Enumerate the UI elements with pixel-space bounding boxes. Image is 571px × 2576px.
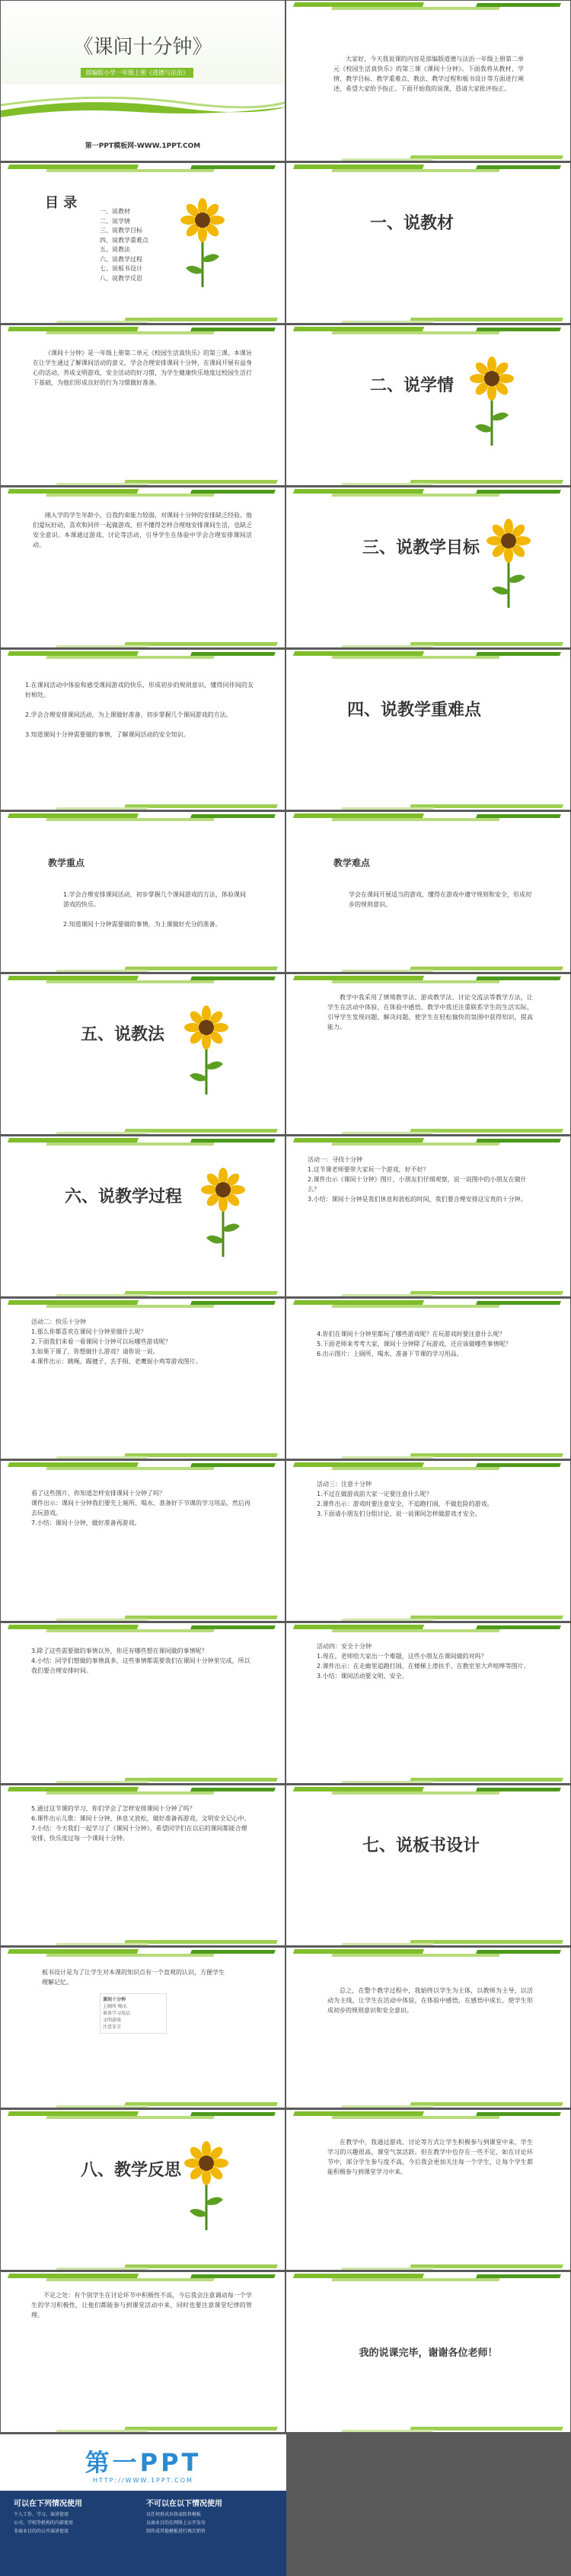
section-slide [1,974,285,1134]
content-text: 活动三：注意十分钟 1.不过在做游戏前大家一定要注意什么呢？ 2.课件出示：游戏时要注意安全，不追跑打闹，不做危险的游戏。 3.下面请小朋友们分组讨论，说一说课间怎样做游戏才安全。 [317,1481,493,1517]
allowed-list [14,2510,73,2536]
content-slide [1,1461,285,1621]
top-stripe [1,487,285,498]
bottom-stripe [286,2424,570,2432]
bottom-stripe [1,964,285,972]
top-stripe [1,1785,285,1796]
top-stripe [286,650,570,660]
content-slide [1,487,285,647]
top-stripe [286,163,570,174]
content-text: 教学中我采用了情境教学法、游戏教学法、讨论交流法等教学方法，让学生在活动中体验、在体验中感悟。教学中我还注重联系学生的生活实际，引导学生发现问题、解决问题，使学生在轻松愉快的氛围中获得知识，提高能力。 [327,994,533,1031]
toc-item[interactable]: 二、说学情 [100,217,130,225]
cover-subtitle: 部编版小学一年级上册《道德与法治》 [81,68,193,78]
section-slide [286,163,570,323]
bottom-stripe [286,478,570,485]
board-line: 上厕所 喝水 [103,2004,127,2009]
content-slide [1,1785,285,1945]
content-text: 3.除了这些需要做的事情以外，你还有哪些想在课间做的事情呢？ 4.小结：同学们想做的事情真多，这些事情都需要我们在课间十分钟里完成，所以我们要合理安排时间。 [31,1648,250,1674]
cover-slide [1,1,285,161]
forbidden-item: 以任何形式出售或转售模板 [146,2512,202,2517]
top-stripe [286,1461,570,1472]
board-line: 准备学习用品 [103,2011,131,2016]
content-slide [286,1948,570,2108]
top-stripe [1,1299,285,1309]
bottom-stripe [1,1775,285,1783]
thanks-text: 我的说课完毕，谢谢各位老师！ [359,2347,498,2359]
content-slide [1,1299,285,1459]
content-text: 总之，在整个教学过程中，我始终以学生为主体，以教师为主导，以活动为主线，让学生在活动中体验，在体验中感悟，在感悟中成长，使学生形成初步的规则意识和安全意识。 [327,1987,533,2014]
bottom-stripe [286,1775,570,1783]
top-stripe [1,650,285,660]
forbidden-list [146,2510,206,2536]
bottom-stripe [286,802,570,810]
content-slide [1,325,285,485]
section-slide [286,1785,570,1945]
section-slide [1,1136,285,1296]
allowed-item: 公司、学校等机构的内部使用 [14,2520,74,2526]
content-text: 刚入学的学生年龄小，自我约束能力较弱，对课间十分钟的安排缺乏经验。他们爱玩好动，喜欢和同伴一起做游戏，但不懂得怎样合理地安排课间生活，也缺乏安全意识。本课通过游戏、讨论等活动，引导学生在体验中学会合理安排课间活动。 [33,512,252,548]
intro-slide [286,1,570,161]
cover-site-text: 第一PPT模板网-WWW.1PPT.COM [85,142,201,150]
content-slide [1,812,285,972]
sunflower-icon [469,356,515,447]
bottom-stripe [286,640,570,647]
bottom-stripe [1,2424,285,2432]
top-stripe [286,1136,570,1147]
board-line: 课间十分钟 [103,1997,126,2002]
section-slide [286,650,570,810]
bottom-stripe [286,1613,570,1621]
bottom-stripe [1,1613,285,1621]
top-stripe [1,1136,285,1147]
bottom-stripe [1,640,285,647]
toc-item[interactable]: 三、说教学目标 [100,227,142,234]
toc-item[interactable]: 六、说教学过程 [100,255,142,263]
board-text: 板书设计是为了让学生对本课的知识点有一个直观的认识，方便学生理解记忆。 [42,1969,225,1986]
content-text: 不足之处：有个别学生在讨论环节中积极性不高，今后我会注意调动每一个学生的学习积极性，让他们都能参与到课堂活动中来，同时也要注意课堂纪律的管理。 [31,2292,252,2319]
bottom-stripe [1,1127,285,1134]
section-title: 七、说板书设计 [362,1836,480,1855]
content-slide [286,1623,570,1783]
bottom-stripe [1,2100,285,2108]
toc-item[interactable]: 五、说教法 [100,246,130,253]
bottom-stripe [1,1451,285,1459]
top-stripe [286,974,570,985]
bottom-stripe [286,1451,570,1459]
content-text: 看了这些图片，你知道怎样安排课间十分钟了吗？ 课件出示：课间十分钟我们要先上厕所、喝水、准备好下节课的学习用品，然后再去玩游戏。 7.小结：课间十分钟，做好准备再游戏。 [31,1490,250,1526]
sunflower-icon [486,518,531,609]
top-stripe [1,1623,285,1634]
top-stripe [1,1948,285,1958]
board-line: 注意安全 [103,2025,122,2030]
sunflower-icon [183,2140,229,2232]
sunflower-icon [180,197,225,289]
toc-list [100,207,148,283]
footer-banner [0,2434,286,2576]
footer-url[interactable]: HTTP://WWW.1PPT.COM [93,2477,193,2484]
key-text: 1.学会合理安排课间活动，初步掌握几个课间游戏的方法，体验课间游戏的快乐。 2.知道课间十分钟需要做的事情，为上课做好充分的准备。 [63,891,246,928]
top-stripe [286,1623,570,1634]
content-text: 活动一：寻找十分钟 1.这节课老师要带大家玩一个游戏，好不好？ 2.课件出示《课间十分钟》图片，小朋友们仔细观察，说一说图中的小朋友在做什么？ 3.小结：课间十分钟是我们休息和放松的时间，我们要合理安排这宝贵的十分钟。 [308,1156,527,1203]
top-stripe [1,812,285,823]
top-stripe [286,1299,570,1309]
toc-item[interactable]: 八、说教学反思 [100,274,142,282]
bottom-stripe [286,2262,570,2270]
top-stripe [286,812,570,823]
section-slide [1,2110,285,2270]
toc-item[interactable]: 七、说板书设计 [100,265,142,272]
content-text: 活动四：安全十分钟 1.现在，老师给大家出一个难题，这些小朋友在课间做的对吗？ 2.课件出示：在走廊里追跑打闹、在楼梯上滑扶手、在教室里大声喧哗等图片。 3.小结：课间活动要文明、安全。 [317,1643,530,1680]
section-slide [286,487,570,647]
content-slide [286,2110,570,2270]
bottom-stripe [286,153,570,161]
board-box [100,1993,167,2034]
intro-text: 大家好，今天我说课的内容是部编版道德与法治一年级上册第二单元《校园生活真快乐》的第三课《课间十分钟》。下面我将从教材、学情、教学目标、教学重难点、教法、教学过程和板书设计等方面进行阐述，希望大家给予指正。下面开始我的说课，恳请大家批评指正。 [333,56,524,92]
footer-info-box [0,2491,286,2576]
footer-logo: 第一PPT [85,2448,202,2477]
sunflower-icon [183,1005,229,1096]
bottom-stripe [1,2262,285,2270]
section-title: 六、说教学过程 [65,1187,183,1207]
top-stripe [1,974,285,985]
toc-item[interactable]: 一、说教材 [100,208,130,215]
content-slide [286,1136,570,1296]
toc-slide [1,163,285,323]
board-line: 文明游戏 [103,2018,122,2023]
toc-heading: 目 录 [45,195,78,211]
top-stripe [286,1,570,11]
forbidden-title: 不可以在以下情况使用 [146,2500,222,2508]
top-stripe [1,2272,285,2283]
bottom-stripe [1,478,285,485]
content-slide [1,1948,285,2108]
content-text: 在教学中，我通过游戏、讨论等方式让学生积极参与到课堂中来，学生学习的兴趣很高，课堂气氛活跃。但在教学中也存在一些不足，如在讨论环节中，部分学生参与度不高，今后我会更加关注每一个学生，让每个学生都能积极参与到课堂学习中来。 [327,2139,533,2175]
allowed-title: 可以在下列情况使用 [14,2500,82,2508]
content-text: 《课间十分钟》是一年级上册第二单元《校园生活真快乐》的第三课。本课旨在让学生通过了解课间活动的意义，学会合理安排课间十分钟，在课间开展有益身心的活动，养成文明游戏、安全活动的好习惯，为学生健康快乐地度过校园生活打下基础，为他们形成良好的行为习惯做好准备。 [33,350,252,386]
content-text: 5.通过这节课的学习，你们学会了怎样安排课间十分钟了吗？ 6.课件出示儿歌：课间十分钟，休息又放松，做好准备再游戏，文明安全记心中。 7.小结：今天我们一起学习了《课间十分钟》，希望同学们在以后的课间都能合理安排，快乐度过每一个课间十分钟。 [31,1805,250,1842]
bottom-stripe [286,1289,570,1296]
bottom-stripe [286,2100,570,2108]
section-title: 五、说教法 [81,1025,165,1044]
top-stripe [286,1948,570,1958]
bottom-stripe [1,315,285,323]
key-heading: 教学重点 [48,858,85,868]
section-title: 三、说教学目标 [362,539,480,558]
top-stripe [286,325,570,336]
difficult-heading: 教学难点 [333,858,371,868]
section-title: 二、说学情 [370,376,455,395]
difficult-text: 学会在课间开展适当的游戏，懂得在游戏中遵守规则和安全，形成初步的规则意识。 [349,891,531,908]
top-stripe [286,1785,570,1796]
bottom-stripe [1,802,285,810]
content-slide [286,812,570,972]
green-wave-icon [1,91,285,121]
top-stripe [286,2110,570,2121]
top-stripe [286,487,570,498]
section-slide [286,325,570,485]
top-stripe [1,2110,285,2121]
top-stripe [286,2272,570,2283]
section-title: 一、说教材 [370,214,455,233]
cover-title: 《课间十分钟》 [73,36,212,59]
sunflower-icon [200,1167,246,1258]
top-stripe [1,163,285,174]
content-text: 1.在课间活动中体验和感受课间游戏的快乐，形成初步的规则意识，懂得同伴间的友好相处。 2.学会合理安排课间活动，为上课做好准备，初步掌握几个课间游戏的方法。 3.知道课间十分钟需要做的事情，了解课间活动的安全知识。 [25,682,254,738]
content-slide [286,974,570,1134]
bottom-stripe [286,1127,570,1134]
ending-slide [286,2272,570,2432]
section-title: 四、说教学重难点 [347,701,482,720]
cover-wave [1,91,285,121]
content-text: 4.你们在课间十分钟里都玩了哪些游戏呢？在玩游戏时要注意什么呢？ 5.下面老师来考考大家，课间十分钟除了玩游戏，还应该做哪些事情呢？ 6.出示图片：上厕所、喝水、准备下节课的学习用品。 [317,1331,512,1357]
content-slide [1,2272,285,2432]
content-slide [286,1299,570,1459]
content-slide [1,1623,285,1783]
top-stripe [1,325,285,336]
allowed-item: 个人工作、学习、演讲使用 [14,2512,69,2517]
bottom-stripe [286,315,570,323]
content-slide [1,650,285,810]
bottom-stripe [286,1938,570,1945]
forbidden-item: 制作成其他模板进行再次销售 [146,2529,206,2534]
top-stripe [1,1461,285,1472]
section-title: 八、教学反思 [81,2161,182,2180]
bottom-stripe [1,1938,285,1945]
bottom-stripe [286,964,570,972]
allowed-item: 非商业目的的公开演讲使用 [14,2529,69,2534]
content-slide [286,1461,570,1621]
bottom-stripe [1,1289,285,1296]
forbidden-item: 以商业目的在网络上公开发布 [146,2520,206,2526]
toc-item[interactable]: 四、说教学重难点 [100,236,148,244]
content-text: 活动二：快乐十分钟 1.那么你都喜欢在课间十分钟里做什么呢？ 2.下面我们来看一看课间十分钟可以玩哪些游戏呢？ 3.如果下课了，你想做什么游戏？请你说一说。 4.课件出示：跳绳、踢毽子、丢手绢、老鹰捉小鸡等游戏图片。 [31,1318,202,1365]
